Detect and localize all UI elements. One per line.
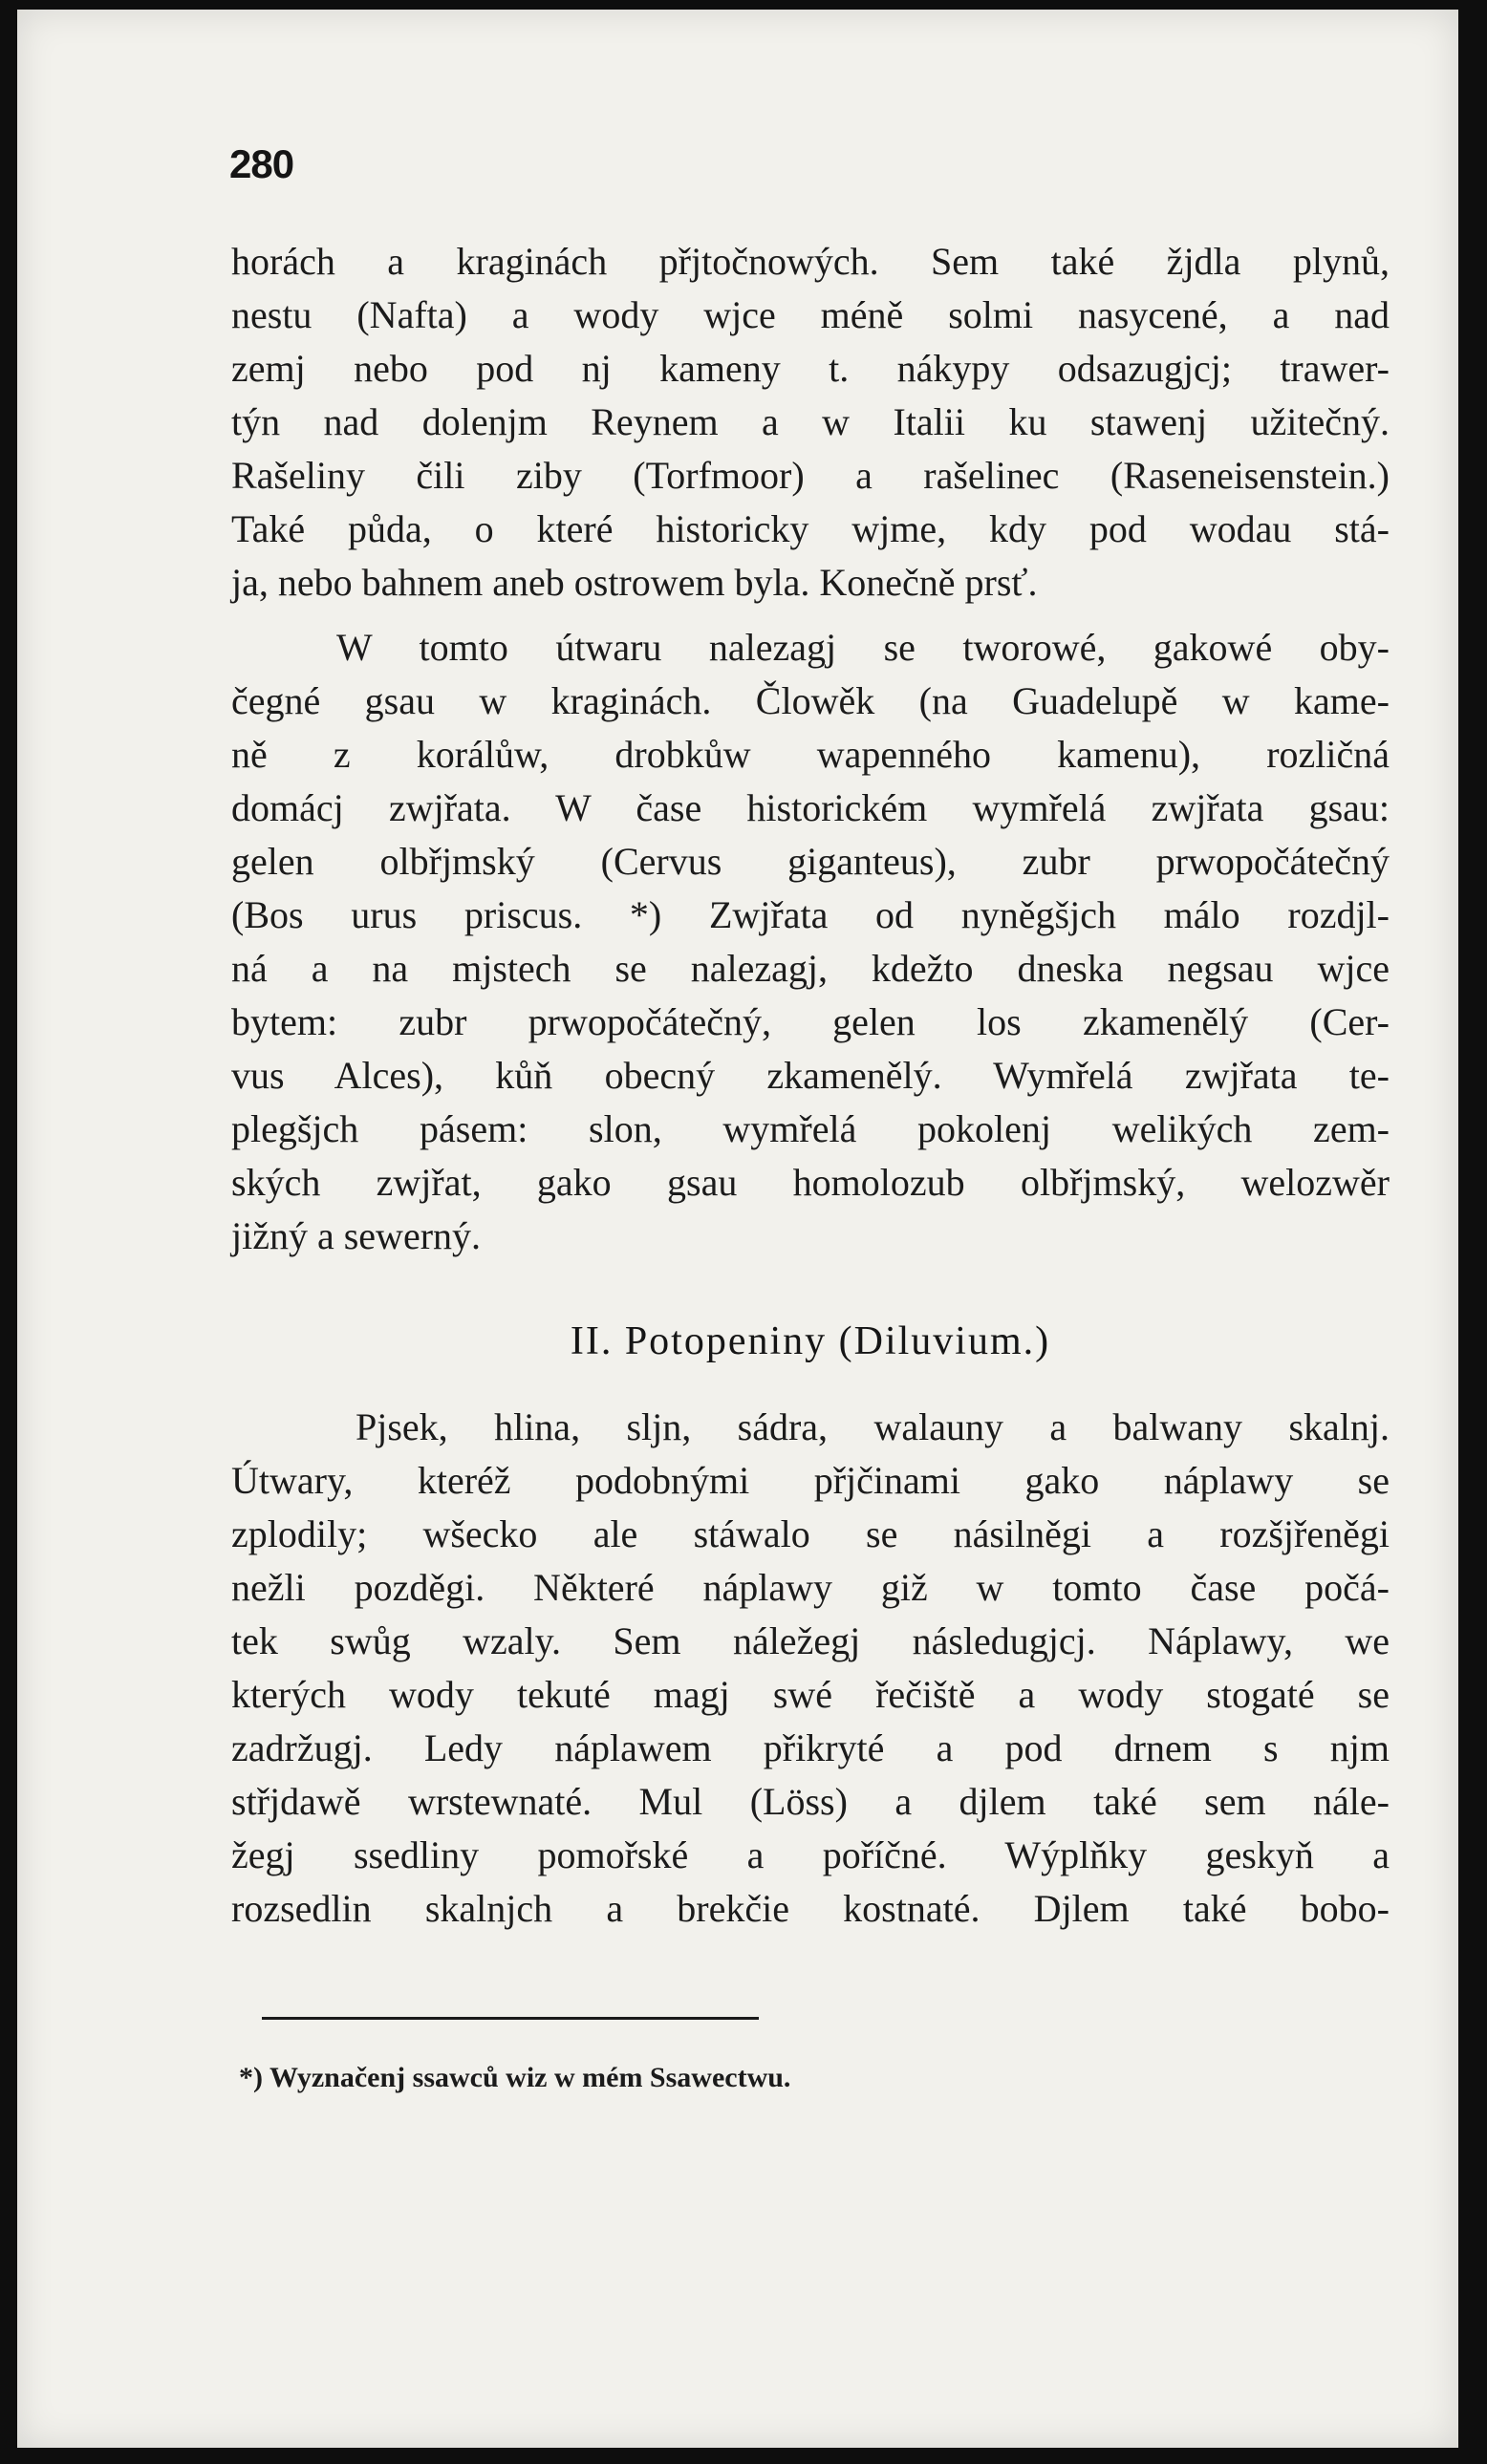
text-line: týn nad dolenjm Reynem a w Italii ku stawenj užitečný. (231, 400, 1390, 443)
section-heading: II. Potopeniny (Diluvium.) (570, 1319, 1051, 1363)
text-line: žegj ssedliny pomořské a poříčné. Wýplňky geskyň a (231, 1833, 1390, 1876)
text-line: horách a kraginách přjtočnowých. Sem také žjdla plynů, (231, 240, 1390, 283)
text-line: gelen olbřjmský (Cervus giganteus), zubr prwopočátečný (231, 840, 1390, 883)
text-line: Pjsek, hlina, sljn, sádra, walauny a balwany skalnj. (356, 1405, 1390, 1448)
footnote-divider (262, 2017, 759, 2020)
text-line: nežli pozděgi. Některé náplawy giž w tomto čase počá- (231, 1566, 1390, 1609)
footnote: *) Wyznačenj ssawců wiz w mém Ssawectwu. (239, 2062, 791, 2093)
text-line: Také půda, o které historicky wjme, kdy pod wodau stá- (231, 507, 1390, 550)
text-line: nestu (Nafta) a wody wjce méně solmi nasycené, a nad (231, 293, 1390, 336)
text-line: zplodily; wšecko ale stáwalo se násilněgi a rozšjřeněgi (231, 1512, 1390, 1555)
text-line: (Bos urus priscus. *) Zwjřata od nyněgšjch málo rozdjl- (231, 893, 1390, 936)
text-line: Rašeliny čili ziby (Torfmoor) a rašelinec (Raseneisenstein.) (231, 454, 1390, 497)
text-line: domácj zwjřata. W čase historickém wymřelá zwjřata gsau: (231, 786, 1390, 829)
text-line: jižný a sewerný. (231, 1214, 482, 1257)
text-line: zadržugj. Ledy náplawem přikryté a pod drnem s njm (231, 1726, 1390, 1769)
text-line: ná a na mjstech se nalezagj, kdežto dneska negsau wjce (231, 947, 1390, 990)
text-line: bytem: zubr prwopočátečný, gelen los zkamenělý (Cer- (231, 1000, 1390, 1043)
text-line: W tomto útwaru nalezagj se tworowé, gakowé oby- (336, 626, 1390, 669)
text-line: Útwary, kteréž podobnými přjčinami gako náplawy se (231, 1459, 1390, 1502)
text-line: tek swůg wzaly. Sem náležegj následugjcj. Náplawy, we (231, 1619, 1390, 1662)
page-number: 280 (229, 141, 294, 186)
text-line: kterých wody tekuté magj swé řečiště a wody stogaté se (231, 1673, 1390, 1716)
text-line: vus Alces), kůň obecný zkamenělý. Wymřelá zwjřata te- (231, 1054, 1390, 1097)
text-line: ně z korálůw, drobkůw wapenného kamenu), rozličná (231, 733, 1390, 776)
text-line: zemj nebo pod nj kameny t. nákypy odsazugjcj; trawer- (231, 347, 1390, 390)
text-line: plegšjch pásem: slon, wymřelá pokolenj welikých zem- (231, 1107, 1390, 1150)
text-line: rozsedlin skalnjch a brekčie kostnaté. Djlem také bobo- (231, 1887, 1390, 1930)
book-page (17, 10, 1458, 2448)
text-line: střjdawě wrstewnaté. Mul (Löss) a djlem také sem nále- (231, 1780, 1390, 1823)
text-line: ja, nebo bahnem aneb ostrowem byla. Konečně prsť. (231, 561, 1038, 604)
text-line: čegné gsau w kraginách. Člowěk (na Guadelupě w kame- (231, 679, 1390, 722)
text-line: ských zwjřat, gako gsau homolozub olbřjmský, welozwěr (231, 1161, 1390, 1204)
